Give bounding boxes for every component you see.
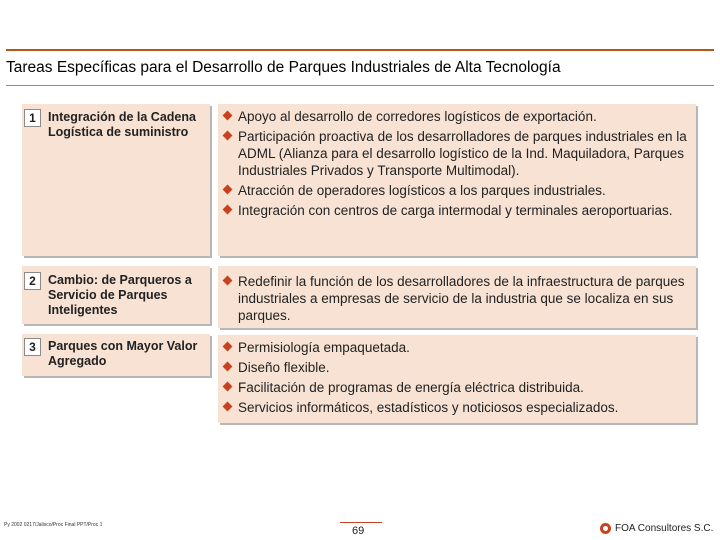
section-3-label: Parques con Mayor Valor Agregado xyxy=(48,339,198,368)
page-title: Tareas Específicas para el Desarrollo de Parques Industriales de Alta Tecnología xyxy=(6,59,561,76)
section-2-label: Cambio: de Parqueros a Servicio de Parques Inteligentes xyxy=(48,273,192,317)
bullet-item: Integración con centros de carga intermodal y terminales aeroportuarias. xyxy=(222,202,690,219)
section-1-label: Integración de la Cadena Logística de suministro xyxy=(48,110,196,139)
section-2-bullet-list xyxy=(222,273,690,327)
title-rule xyxy=(6,85,714,86)
diamond-bullet-icon xyxy=(223,402,233,412)
diamond-bullet-icon xyxy=(223,382,233,392)
section-2-number: 2 xyxy=(24,272,41,290)
bullet-item: Facilitación de programas de energía eléctrica distribuida. xyxy=(222,379,690,396)
bullet-item: Servicios informáticos, estadísticos y noticiosos especializados. xyxy=(222,399,690,416)
brand-logo-icon xyxy=(600,523,611,534)
section-1-number: 1 xyxy=(24,109,41,127)
diamond-bullet-icon xyxy=(223,276,233,286)
diamond-bullet-icon xyxy=(223,111,233,121)
page-number: 69 xyxy=(352,525,365,537)
diamond-bullet-icon xyxy=(223,131,233,141)
section-3-bullet-list xyxy=(222,339,690,419)
diamond-bullet-icon xyxy=(223,362,233,372)
section-3-number: 3 xyxy=(24,338,41,356)
bullet-item: Atracción de operadores logísticos a los parques industriales. xyxy=(222,182,690,199)
bullet-item: Redefinir la función de los desarrolladores de la infraestructura de parques industriales a empresas de servicio de la industria que se localiza en sus parques. xyxy=(222,273,690,324)
diamond-bullet-icon xyxy=(223,185,233,195)
footer-brand xyxy=(600,523,713,534)
bullet-item: Participación proactiva de los desarrolladores de parques industriales en la ADML (Alianza para el desarrollo logístico de la Ind. Maquiladora, Parques Industriales Privados y Transporte Multimodal). xyxy=(222,128,690,179)
top-rule xyxy=(6,49,714,51)
footer-file-path: Py 2002 0217/Jalisco/Proc Final PPT/Proc 1 xyxy=(4,522,103,528)
bullet-item: Apoyo al desarrollo de corredores logísticos de exportación. xyxy=(222,108,690,125)
bullet-item: Permisiología empaquetada. xyxy=(222,339,690,356)
page-number-rule xyxy=(340,522,382,523)
section-1-bullet-list xyxy=(222,108,690,222)
bullet-item: Diseño flexible. xyxy=(222,359,690,376)
brand-name: FOA Consultores S.C. xyxy=(615,523,714,534)
diamond-bullet-icon xyxy=(223,342,233,352)
diamond-bullet-icon xyxy=(223,205,233,215)
